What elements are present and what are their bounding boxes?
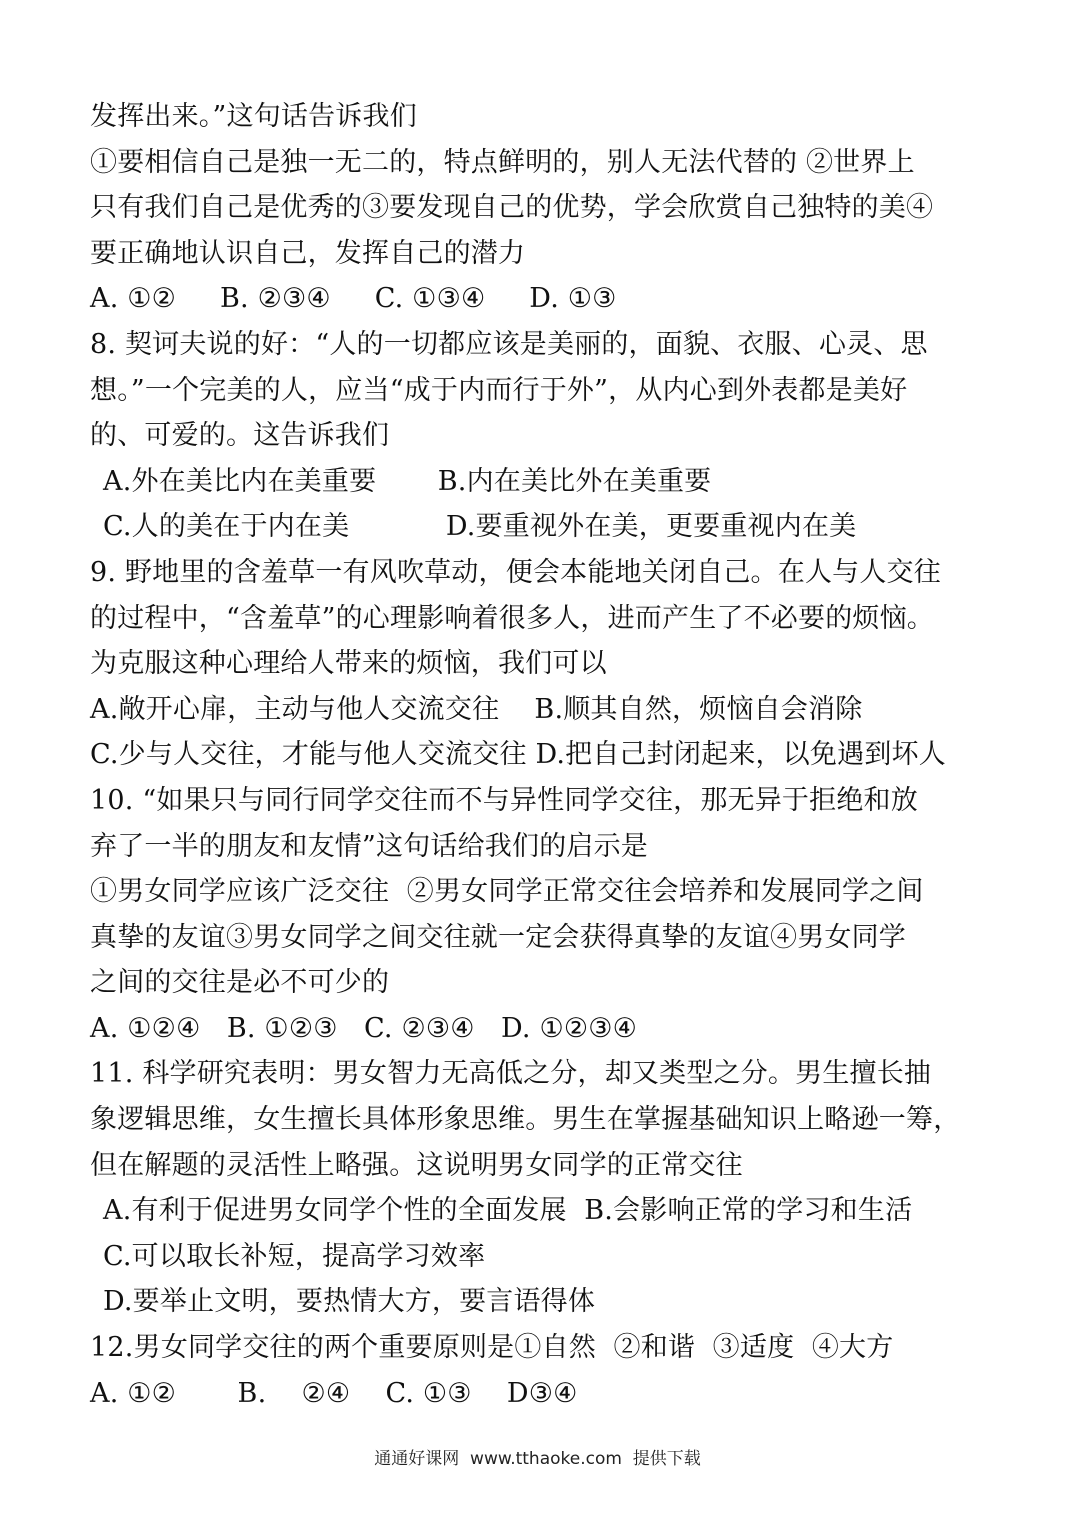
answer-options: A.外在美比内在美重要 B.内在美比外在美重要 [103,465,712,497]
question-9: 9. 野地里的含羞草一有风吹草动，便会本能地关闭自己。在人与人交往 [90,556,941,588]
answer-options: A. ①②④ B. ①②③ C. ②③④ D. ①②③④ [90,1012,638,1044]
text-line: 的、可爱的。这告诉我们 [90,420,390,452]
text-line: 想。”一个完美的人，应当“成于内而行于外”，从内心到外表都是美好 [90,374,908,406]
text-line: 只有我们自己是优秀的③要发现自己的优势，学会欣赏自己独特的美④ [90,192,934,224]
question-11: 11. 科学研究表明：男女智力无高低之分，却又类型之分。男生擅长抽 [90,1058,932,1090]
page-footer: 通通好课网 www.tthaoke.com 提供下载 [374,1449,701,1469]
text-line: 的过程中，“含羞草”的心理影响着很多人，进而产生了不必要的烦恼。 [90,602,935,634]
answer-options: C.可以取长补短，提高学习效率 [103,1240,486,1272]
answer-options: D.要举止文明，要热情大方，要言语得体 [103,1286,596,1318]
document-page [90,94,990,1416]
text-line: 象逻辑思维，女生擅长具体形象思维。男生在掌握基础知识上略逊一筹， [90,1104,961,1136]
text-line: 真挚的友谊③男女同学之间交往就一定会获得真挚的友谊④男女同学 [90,921,906,953]
answer-options: A. ①② B. ②③④ C. ①③④ D. ①③ [90,283,617,315]
answer-options: A.敞开心扉，主动与他人交流交往 B.顺其自然，烦恼自会消除 [90,693,863,725]
text-line: 要正确地认识自己，发挥自己的潜力 [90,237,526,269]
question-8: 8. 契诃夫说的好：“人的一切都应该是美丽的，面貌、衣服、心灵、思 [90,328,928,360]
text-line: ①要相信自己是独一无二的，特点鲜明的，别人无法代替的 ②世界上 [90,146,915,178]
answer-options: A.有利于促进男女同学个性的全面发展 B.会影响正常的学习和生活 [103,1195,913,1227]
question-12: 12.男女同学交往的两个重要原则是①自然 ②和谐 ③适度 ④大方 [90,1332,894,1364]
answer-options: A. ①② B. ②④ C. ①③ D③④ [90,1377,578,1409]
question-10: 10. “如果只与同行同学交往而不与异性同学交往，那无异于拒绝和放 [90,784,918,816]
answer-options: C.人的美在于内在美 D.要重视外在美，更要重视内在美 [103,511,857,543]
text-line: 之间的交往是必不可少的 [90,967,390,999]
text-line: 但在解题的灵活性上略强。这说明男女同学的正常交往 [90,1149,743,1181]
text-line: ①男女同学应该广泛交往 ②男女同学正常交往会培养和发展同学之间 [90,876,924,908]
text-line: 弃了一半的朋友和友情”这句话给我们的启示是 [90,830,649,862]
text-line: 发挥出来。”这句话告诉我们 [90,101,417,132]
text-line: 为克服这种心理给人带来的烦恼，我们可以 [90,648,607,680]
answer-options: C.少与人交往，才能与他人交流交往 D.把自己封闭起来，以免遇到坏人 [90,739,946,771]
